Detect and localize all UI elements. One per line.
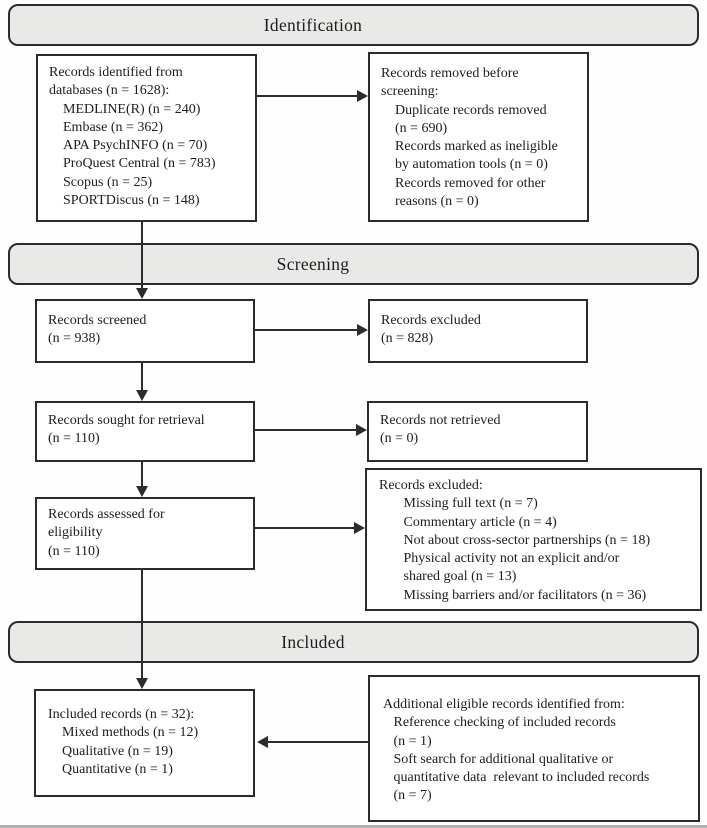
- text-line: (n = 110): [48, 543, 100, 559]
- text-line: shared goal (n = 13): [379, 569, 517, 585]
- arrowhead-sought-to-assessed: [136, 486, 148, 497]
- text-line: Missing full text (n = 7): [379, 496, 538, 512]
- box-records-assessed-for-eligibility: [35, 497, 255, 570]
- arrowhead-additional-to-included: [257, 736, 268, 748]
- text-line: (n = 0): [380, 431, 419, 447]
- box-included-records: [34, 689, 255, 797]
- box-records-removed-before-screening: [368, 52, 589, 222]
- text-line: Records not retrieved: [380, 413, 501, 428]
- text-line: Soft search for additional qualitative or: [383, 751, 614, 767]
- text-line: Not about cross-sector partnerships (n = 18): [379, 532, 651, 548]
- box-records-not-retrieved: [367, 401, 588, 462]
- text-line: (n = 110): [48, 431, 100, 447]
- banner-screening: [8, 243, 699, 285]
- arrow-assessed-to-excluded-line: [255, 527, 354, 529]
- text-line: MEDLINE(R) (n = 240): [49, 101, 201, 117]
- banner-identification: [8, 4, 699, 46]
- text-line: Records removed before: [381, 66, 519, 81]
- box-records-identified: [36, 54, 257, 222]
- text-line: Quantitative (n = 1): [48, 761, 173, 777]
- text-line: Qualitative (n = 19): [48, 743, 173, 759]
- text-line: Scopus (n = 25): [49, 174, 153, 190]
- text-line: APA PsychINFO (n = 70): [49, 138, 208, 154]
- text-line: Reference checking of included records: [383, 715, 616, 731]
- connector-sought-to-assessed-line: [141, 462, 143, 487]
- arrowhead-sought-to-not-retrieved: [356, 424, 367, 436]
- text-line: databases (n = 1628):: [49, 83, 170, 99]
- text-line: Records assessed for: [48, 507, 165, 522]
- text-line: (n = 828): [381, 331, 434, 347]
- box-records-excluded: [368, 299, 588, 363]
- arrow-screened-to-excluded-line: [255, 329, 357, 331]
- text-line: reasons (n = 0): [381, 194, 479, 210]
- arrow-identified-to-removed-line: [257, 95, 357, 97]
- text-line: eligibility: [48, 525, 103, 541]
- box-records-screened: [35, 299, 255, 363]
- text-line: Commentary article (n = 4): [379, 514, 557, 530]
- text-line: (n = 690): [381, 120, 448, 136]
- arrowhead-identified-to-removed: [357, 90, 368, 102]
- text-line: Records excluded:: [379, 478, 483, 493]
- arrow-sought-to-not-retrieved-line: [255, 429, 356, 431]
- text-line: quantitative data relevant to included records: [383, 770, 650, 786]
- text-line: Physical activity not an explicit and/or: [379, 551, 620, 567]
- text-line: (n = 938): [48, 331, 101, 347]
- arrowhead-assessed-to-excluded: [354, 522, 365, 534]
- text-line: Records marked as ineligible: [381, 139, 558, 155]
- text-line: Records excluded: [381, 313, 481, 328]
- arrow-additional-to-included-line: [268, 741, 368, 743]
- text-line: Duplicate records removed: [381, 102, 547, 118]
- text-line: Records sought for retrieval: [48, 413, 205, 428]
- connector-identified-to-screened-line: [141, 222, 143, 289]
- connector-screened-to-sought-line: [141, 363, 143, 391]
- text-line: Records screened: [48, 313, 147, 328]
- text-line: SPORTDiscus (n = 148): [49, 193, 200, 209]
- text-line: Missing barriers and/or facilitators (n = 36): [379, 587, 647, 603]
- arrowhead-screened-to-excluded: [357, 324, 368, 336]
- box-records-sought-for-retrieval: [35, 401, 255, 462]
- arrowhead-assessed-to-included: [136, 678, 148, 689]
- text-line: screening:: [381, 84, 439, 100]
- banner-identification-label: Identification: [263, 14, 363, 35]
- text-line: (n = 1): [383, 733, 432, 749]
- box-records-excluded-reasons: [365, 468, 702, 611]
- arrowhead-identified-to-screened: [136, 288, 148, 299]
- text-line: Records identified from: [49, 65, 183, 80]
- text-line: by automation tools (n = 0): [381, 157, 548, 173]
- connector-assessed-to-included-line: [141, 570, 143, 679]
- text-line: Records removed for other: [381, 175, 546, 191]
- text-line: Embase (n = 362): [49, 119, 164, 135]
- text-line: Additional eligible records identified from:: [383, 697, 625, 712]
- arrowhead-screened-to-sought: [136, 390, 148, 401]
- text-line: ProQuest Central (n = 783): [49, 156, 216, 172]
- box-additional-eligible-records: [368, 675, 700, 822]
- banner-included: [8, 621, 699, 663]
- text-line: Mixed methods (n = 12): [48, 725, 199, 741]
- text-line: Included records (n = 32):: [48, 707, 195, 722]
- banner-screening-label: Screening: [276, 253, 350, 274]
- banner-included-label: Included: [281, 631, 345, 652]
- text-line: (n = 7): [383, 788, 432, 804]
